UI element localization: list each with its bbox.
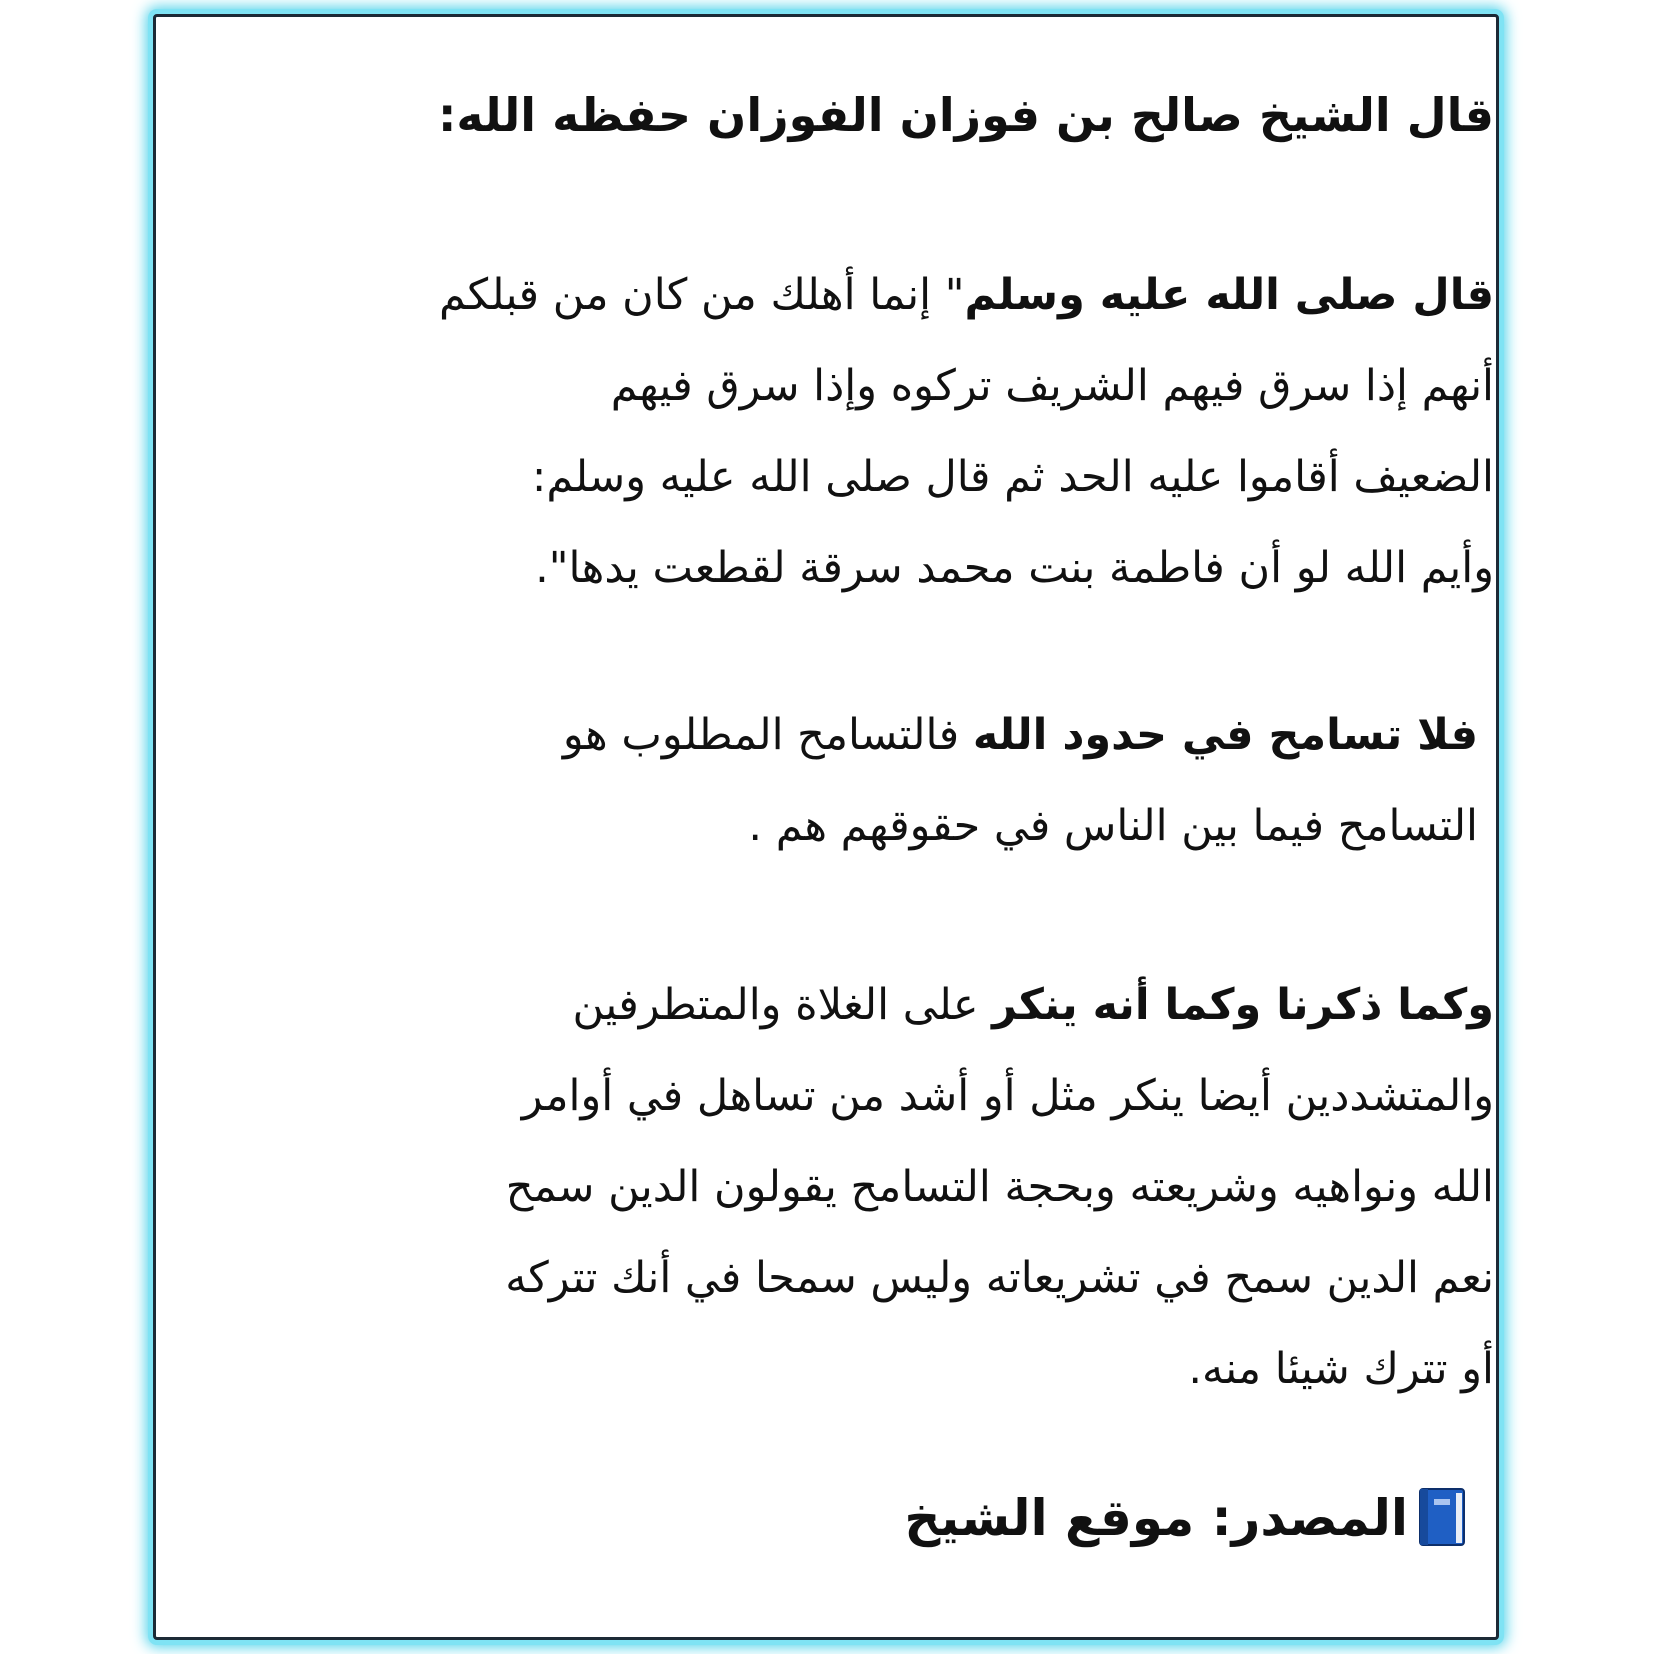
paragraph-line: التسامح فيما بين الناس في حقوقهم هم . [748, 801, 1478, 851]
bold-phrase: وكما ذكرنا وكما أنه ينكر [992, 980, 1494, 1030]
bold-phrase: قال صلى الله عليه وسلم [964, 270, 1494, 320]
paragraph-line: أو تترك شيئا منه. [1188, 1344, 1494, 1394]
paragraph-line: والمتشددين أيضا ينكر مثل أو أشد من تساهل في أوامر [521, 1071, 1494, 1121]
paragraph-line [563, 690, 1478, 781]
paragraph-line: أنهم إذا سرق فيهم الشريف تركوه وإذا سرق فيهم [610, 361, 1494, 411]
paragraph-line: وأيم الله لو أن فاطمة بنت محمد سرقة لقطعت يدها". [535, 543, 1494, 593]
paragraph-hadith [439, 250, 1494, 614]
blue-book-icon [1416, 1487, 1468, 1549]
bold-phrase: فلا تسامح في حدود الله [972, 710, 1478, 760]
source-line [904, 1478, 1468, 1558]
line-text: " إنما أهلك من كان من قبلكم [438, 270, 965, 320]
paragraph-line [439, 250, 1494, 341]
line-text: فالتسامح المطلوب هو [562, 710, 973, 760]
line-text: على الغلاة والمتطرفين [572, 980, 993, 1030]
paragraph-extremism [505, 960, 1494, 1415]
paragraph-tolerance [563, 690, 1478, 872]
source-label: المصدر: موقع الشيخ [904, 1489, 1408, 1547]
paragraph-line: الله ونواهيه وشريعته وبحجة التسامح يقولون الدين سمح [505, 1162, 1494, 1212]
paragraph-line: نعم الدين سمح في تشريعاته وليس سمحا في أنك تتركه [505, 1253, 1494, 1303]
heading: قال الشيخ صالح بن فوزان الفوزان حفظه الله: [437, 88, 1494, 142]
paragraph-line [505, 960, 1494, 1051]
paragraph-line: الضعيف أقاموا عليه الحد ثم قال صلى الله عليه وسلم: [531, 452, 1494, 502]
